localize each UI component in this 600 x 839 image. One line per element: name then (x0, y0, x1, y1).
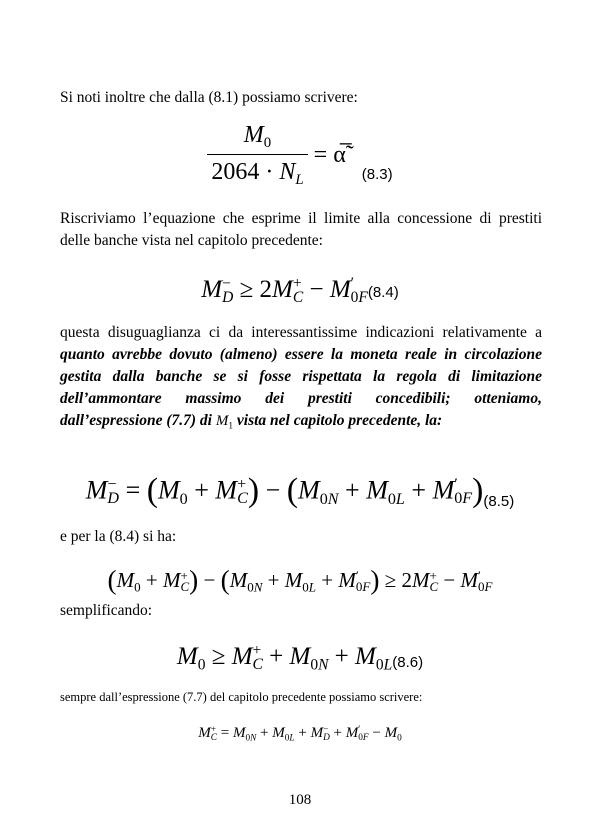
equation-8-3 (0, 122, 600, 189)
page-number: 108 (288, 792, 312, 808)
equation-tag: (8.3) (361, 166, 393, 184)
equation-tag: (8.4) (367, 284, 399, 301)
paragraph-riscriviamo: Riscriviamo l’equazione che esprime il limite alla concessione di prestiti delle banche vista nel capitolo precedente: (60, 210, 542, 249)
equation-tag: (8.6) (392, 654, 424, 671)
equation-8-4: M − D ≥ 2M + C − M ′ 0F (8.4) (201, 275, 399, 306)
paragraph-per-la: e per la (8.4) si ha: (60, 528, 177, 545)
paragraph-disuguaglianza: questa disuguaglianza ci da interessantissime indicazioni relativamente a quanto avrebbe dovuto (almeno) essere la moneta reale in circolazione gestita dalla banche se si fosse rispettata la regola di limitazione dell’ammontare massimo dei prestiti concedibili; otteniamo, dall’espressione (7.7) di $M_1$ vista nel capitolo precedente, la: (60, 324, 542, 432)
fraction: $\frac{M_0}{2064 \cdot N_L}$ (207, 122, 307, 189)
rhs-alpha: = α̅̃ (313, 142, 346, 169)
equation-combined-inequality: ($M_0 + M$ + C ) − ($M_{0N} + M_{0L} + M$ ′ 0F ) ≥ 2M + C − M ′ 0F (107, 565, 493, 595)
equation-mc-plus: M + C = $M_{0N} + M_{0L} + M$ − D + M ′ 0F − $M_0$ (198, 724, 402, 744)
equation-tag: (8.5) (483, 492, 515, 510)
equation-8-6: $M_0 \ge M$ + C + $M_{0N} + M_{0L}(8.6)$ (176, 642, 424, 674)
equation-8-5: M − D = ($M_0 + M$ + C ) − ($M_{0N} + M_{0L} + M$ ′ 0F )$_{(8.5)}$ (85, 472, 515, 510)
paragraph-semplificando: semplificando: (60, 602, 153, 619)
note-paragraph: sempre dall’espressione (7.7) del capitolo precedente possiamo scrivere: (60, 690, 423, 704)
intro-paragraph: Si noti inoltre che dalla (8.1) possiamo scrivere: (60, 89, 358, 106)
